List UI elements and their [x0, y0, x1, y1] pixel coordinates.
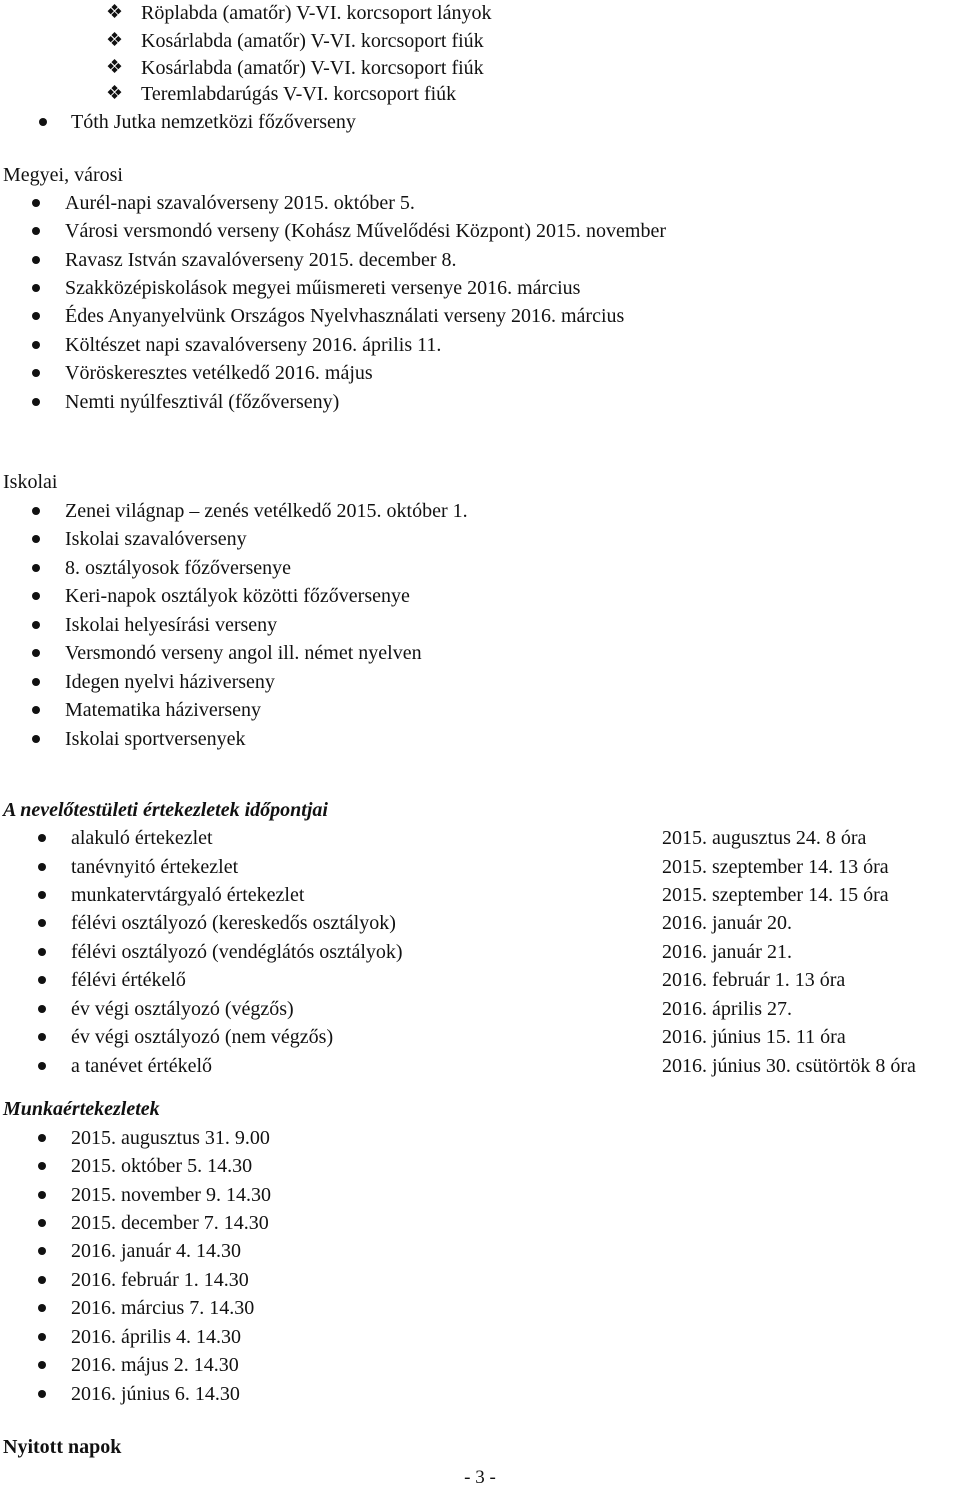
- diamond-bullet-icon: ❖: [106, 30, 124, 51]
- bullet-icon: [32, 507, 40, 515]
- bullet-icon: [32, 284, 40, 292]
- bullet-icon: [32, 592, 40, 600]
- bullet-icon: [39, 118, 47, 126]
- bullet-icon: [32, 649, 40, 657]
- bullet-icon: [32, 312, 40, 320]
- diamond-bullet-icon: ❖: [106, 83, 124, 104]
- bullet-icon: [38, 948, 46, 956]
- diamond-bullet-icon: ❖: [106, 2, 124, 23]
- bullet-icon: [32, 735, 40, 743]
- bullet-icon: [32, 199, 40, 207]
- bullet-icon: [38, 1162, 46, 1170]
- bullet-icon: [38, 1219, 46, 1227]
- bullet-icon: [38, 1062, 46, 1070]
- diamond-bullet-icon: ❖: [106, 57, 124, 78]
- bullet-icon: [38, 1191, 46, 1199]
- bullet-icon: [38, 1033, 46, 1041]
- bullet-icon: [32, 535, 40, 543]
- bullet-icon: [32, 678, 40, 686]
- bullet-icon: [32, 706, 40, 714]
- bullet-icon: [32, 341, 40, 349]
- bullet-icon: [32, 369, 40, 377]
- bullet-icon: [38, 891, 46, 899]
- bullet-icon: [32, 256, 40, 264]
- page-number: - 3 -: [464, 1467, 496, 1488]
- bullet-icon: [32, 621, 40, 629]
- bullet-icon: [38, 1390, 46, 1398]
- bullet-icon: [32, 227, 40, 235]
- bullet-icon: [38, 919, 46, 927]
- bullet-icon: [38, 1276, 46, 1284]
- bullet-icon: [38, 1361, 46, 1369]
- bullet-icon: [38, 1134, 46, 1142]
- bullet-icon: [38, 976, 46, 984]
- bullet-icon: [38, 1247, 46, 1255]
- bullet-icon: [38, 834, 46, 842]
- bullet-icon: [38, 1333, 46, 1341]
- bullet-icon: [38, 1005, 46, 1013]
- bullet-icon: [38, 1304, 46, 1312]
- bullet-icon: [32, 398, 40, 406]
- bullet-icon: [38, 863, 46, 871]
- bullet-icon: [32, 564, 40, 572]
